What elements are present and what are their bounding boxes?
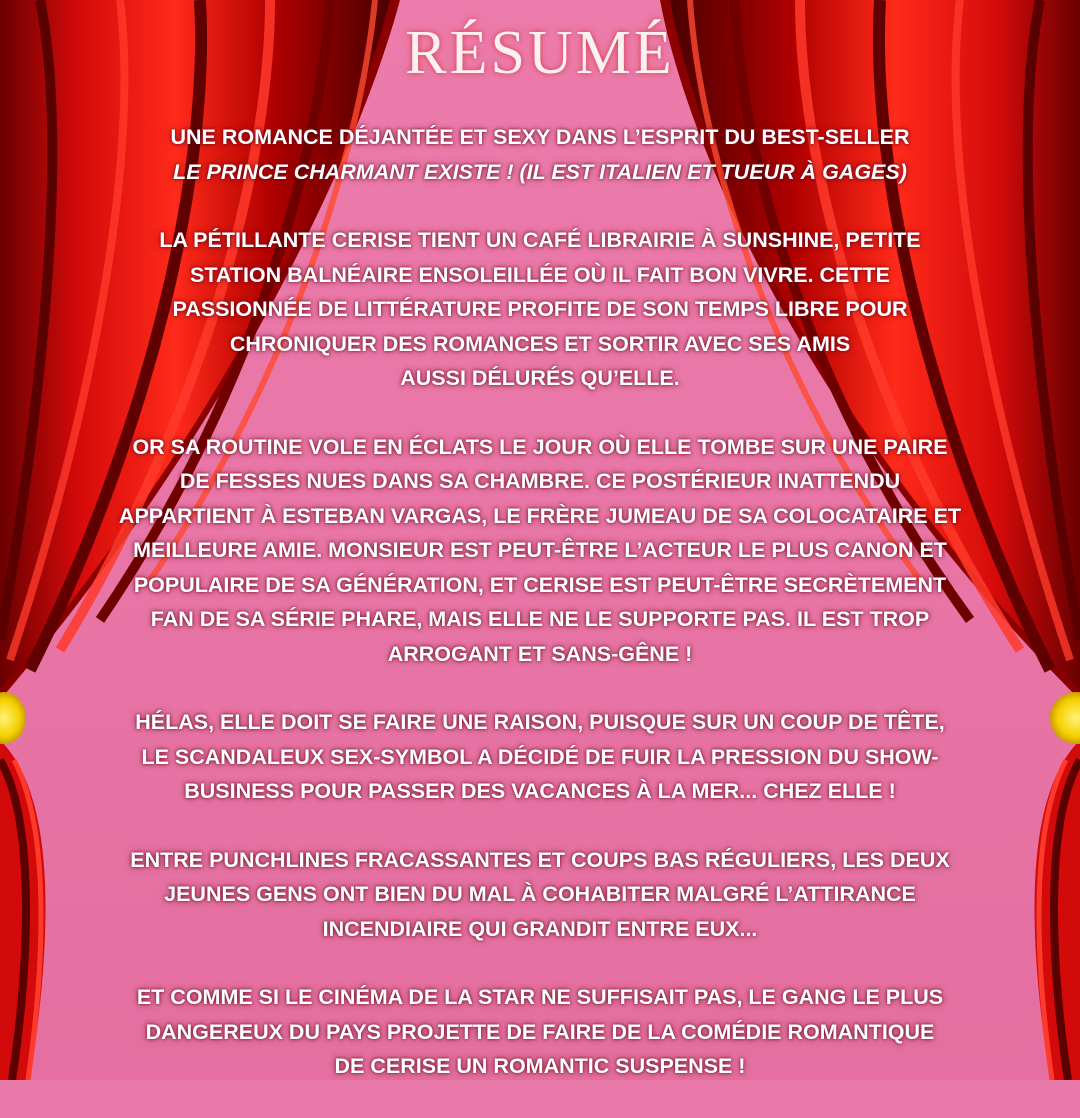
summary-line: AUSSI DÉLURÉS QU’ELLE.: [400, 366, 680, 390]
summary-line: DE CERISE UN ROMANTIC SUSPENSE !: [334, 1054, 746, 1078]
summary-line: ARROGANT ET SANS-GÊNE !: [387, 641, 693, 666]
summary-line: CHRONIQUER DES ROMANCES ET SORTIR AVEC SES AMIS: [229, 331, 851, 356]
summary-line: FAN DE SA SÉRIE PHARE, MAIS ELLE NE LE SUPPORTE PAS. IL EST TROP: [150, 607, 930, 631]
summary-line: OR SA ROUTINE VOLE EN ÉCLATS LE JOUR OÙ ELLE TOMBE SUR UNE PAIRE: [132, 434, 948, 459]
summary-line: ET COMME SI LE CINÉMA DE LA STAR NE SUFFISAIT PAS, LE GANG LE PLUS: [136, 985, 944, 1009]
summary-paragraph: [20, 980, 1060, 1084]
summary-line: JEUNES GENS ONT BIEN DU MAL À COHABITER MALGRÉ L’ATTIRANCE: [164, 882, 916, 906]
summary-line: MEILLEURE AMIE. MONSIEUR EST PEUT-ÊTRE L’ACTEUR LE PLUS CANON ET: [133, 538, 947, 562]
summary-paragraph: [20, 223, 1060, 396]
summary-line: DE FESSES NUES DANS SA CHAMBRE. CE POSTÉRIEUR INATTENDU: [179, 469, 901, 493]
summary-line: LE PRINCE CHARMANT EXISTE ! (IL EST ITALIEN ET TUEUR À GAGES): [173, 159, 907, 184]
summary-paragraph: [20, 120, 1060, 189]
summary-line: APPARTIENT À ESTEBAN VARGAS, LE FRÈRE JUMEAU DE SA COLOCATAIRE ET: [118, 503, 962, 528]
summary-line: STATION BALNÉAIRE ENSOLEILLÉE OÙ IL FAIT BON VIVRE. CETTE: [190, 262, 890, 287]
summary-line: DANGEREUX DU PAYS PROJETTE DE FAIRE DE LA COMÉDIE ROMANTIQUE: [145, 1019, 935, 1044]
summary-line: UNE ROMANCE DÉJANTÉE ET SEXY DANS L’ESPRIT DU BEST-SELLER: [170, 125, 910, 149]
summary-line: LA PÉTILLANTE CERISE TIENT UN CAFÉ LIBRAIRIE À SUNSHINE, PETITE: [159, 228, 921, 252]
summary-paragraph: [20, 705, 1060, 809]
summary-line: BUSINESS POUR PASSER DES VACANCES À LA MER... CHEZ ELLE !: [184, 779, 896, 803]
summary-paragraph: [20, 430, 1060, 672]
summary-line: ENTRE PUNCHLINES FRACASSANTES ET COUPS BAS RÉGULIERS, LES DEUX: [130, 847, 950, 872]
page-title: RÉSUMÉ: [405, 19, 675, 87]
summary-line: LE SCANDALEUX SEX-SYMBOL A DÉCIDÉ DE FUIR LA PRESSION DU SHOW-: [141, 744, 939, 769]
summary-line: POPULAIRE DE SA GÉNÉRATION, ET CERISE EST PEUT-ÊTRE SECRÈTEMENT: [133, 572, 947, 597]
summary-line: INCENDIAIRE QUI GRANDIT ENTRE EUX...: [322, 916, 758, 941]
summary-paragraph: [20, 843, 1060, 947]
summary-line: PASSIONNÉE DE LITTÉRATURE PROFITE DE SON TEMPS LIBRE POUR: [172, 297, 908, 321]
summary-line: HÉLAS, ELLE DOIT SE FAIRE UNE RAISON, PUISQUE SUR UN COUP DE TÊTE,: [135, 710, 945, 734]
summary-text: [20, 120, 1060, 1118]
